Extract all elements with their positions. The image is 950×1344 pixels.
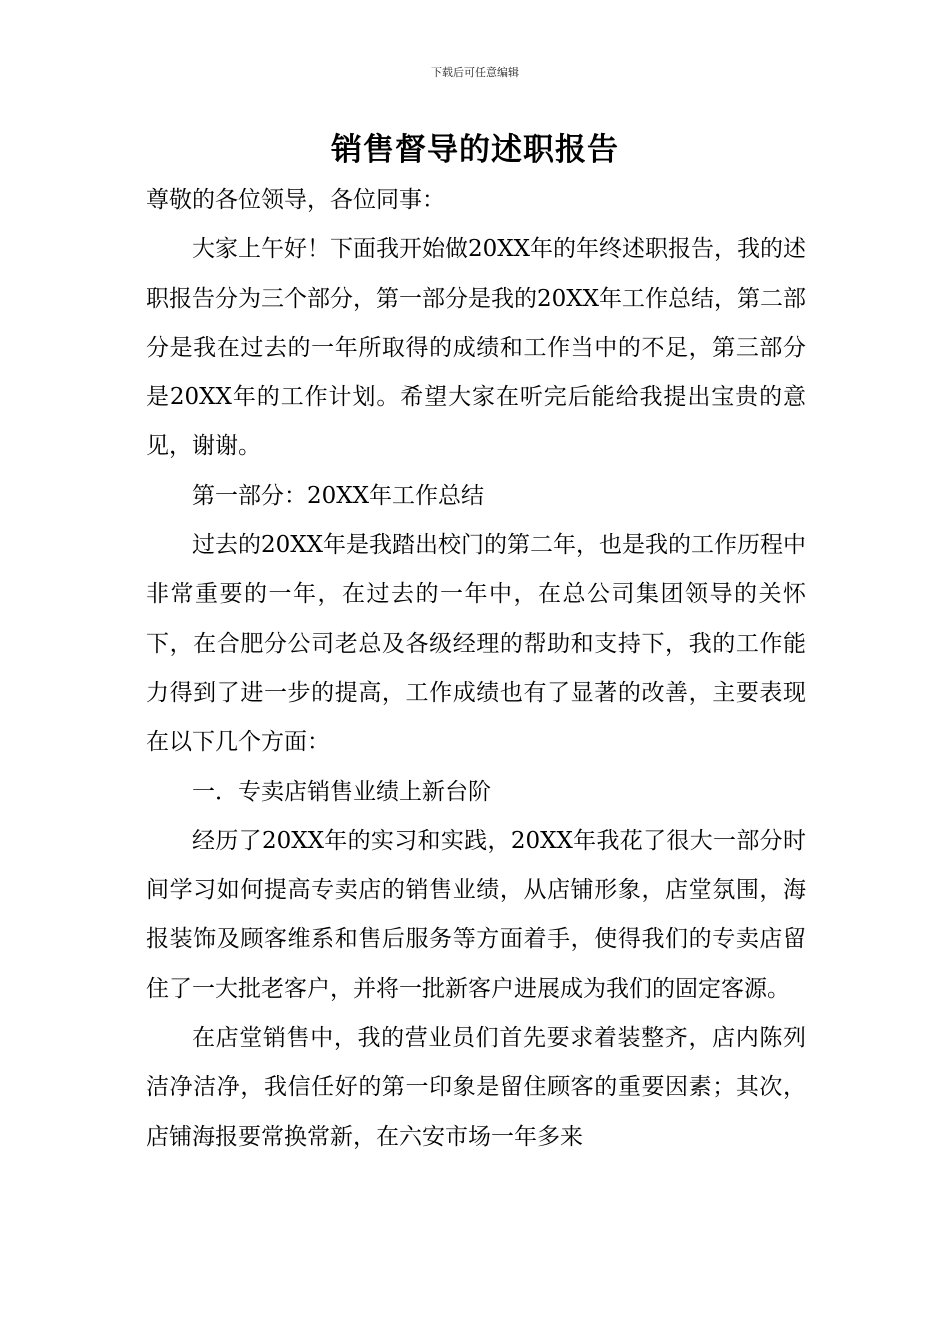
subsection-heading: 一．专卖店销售业绩上新台阶 [192,778,491,805]
document-body [146,176,806,1162]
body-paragraph: 经历了20XX年的实习和实践，20XX年我花了很大一部分时间学习如何提高专卖店的销售业绩，从店铺形象，店堂氛围，海报装饰及顾客维系和售后服务等方面着手，使得我们的专卖店留住了一大批老客户，并将一批新客户进展成为我们的固定客源。 [146,827,806,1002]
header-note: 下载后可任意编辑 [431,66,519,79]
salutation-paragraph: 尊敬的各位领导，各位同事： [146,187,445,213]
section-heading: 第一部分：20XX年工作总结 [192,482,485,509]
body-paragraph: 在店堂销售中，我的营业员们首先要求着装整齐，店内陈列洁净洁净，我信任好的第一印象是留住顾客的重要因素；其次，店铺海报要常换常新，在六安市场一年多来 [146,1025,806,1150]
body-paragraph: 过去的20XX年是我踏出校门的第二年，也是我的工作历程中非常重要的一年，在过去的一年中，在总公司集团领导的关怀下，在合肥分公司老总及各级经理的帮助和支持下，我的工作能力得到了进一步的提高，工作成绩也有了显著的改善，主要表现在以下几个方面： [146,532,807,756]
document-title: 销售督导的述职报告 [331,132,619,168]
intro-paragraph: 大家上午好！下面我开始做20XX年的年终述职报告，我的述职报告分为三个部分，第一部分是我的20XX年工作总结，第二部分是我在过去的一年所取得的成绩和工作当中的不足，第三部分是20XX年的工作计划。希望大家在听完后能给我提出宝贵的意见，谢谢。 [146,236,807,460]
